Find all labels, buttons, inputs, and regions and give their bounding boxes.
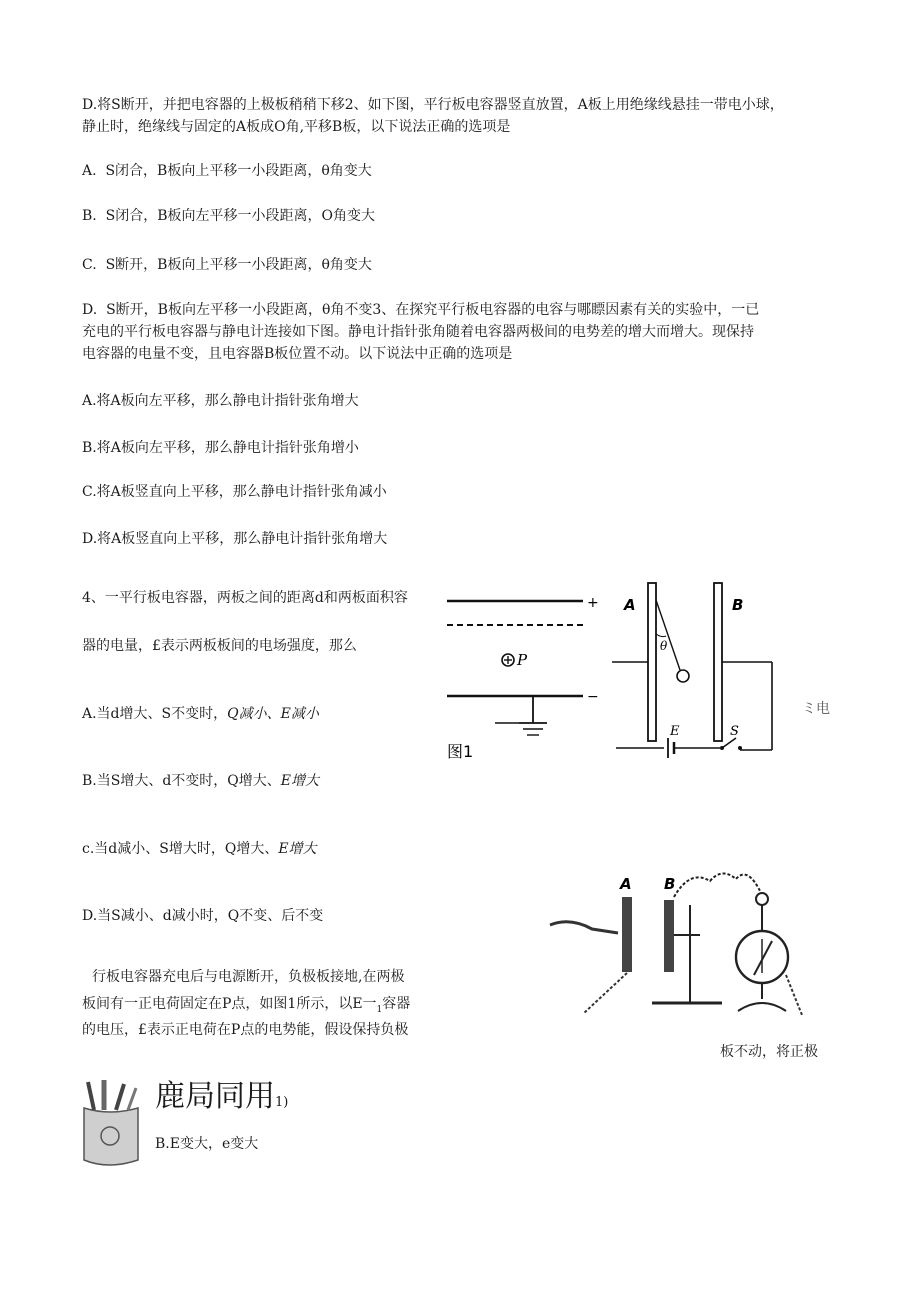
- plate-a-label: A: [624, 596, 636, 614]
- q4-option-c-pre: c.当d减小、S增大时，Q增大、: [82, 841, 279, 857]
- figure1-caption: 图1: [447, 742, 474, 760]
- plate-a-ground-wire: [584, 973, 627, 1013]
- q3-option-c: C.将A板竖直向上平移，那么静电计指针张角减小: [82, 484, 387, 500]
- electrometer-plate-a-label: A: [620, 875, 632, 893]
- q5-line2: [82, 993, 410, 1021]
- q2-option-d-line3: 电容器的电量不变，且电容器B板位置不动。以下说法中正确的选项是: [82, 346, 513, 362]
- q5-side-char: ミ电: [802, 701, 830, 717]
- figure2-pendulum-diagram: [612, 578, 804, 768]
- switch-label: S: [730, 724, 739, 739]
- footer-option-b: B.E变大，e变大: [155, 1136, 259, 1152]
- q4-option-a-post: Q减小、E减小: [227, 706, 319, 722]
- coiled-wire: [674, 873, 762, 897]
- plate-b-body: [664, 900, 674, 972]
- q3-option-b: B.将A板向左平移，那么静电计指针张角增小: [82, 440, 359, 456]
- q4-option-d: D.当S减小、d减小时，Q不变、后不变: [82, 908, 324, 924]
- pendulum-thread: [656, 600, 680, 670]
- electrometer-knob: [756, 893, 768, 905]
- electrometer-base: [738, 1003, 786, 1011]
- minus-label: −: [587, 689, 599, 705]
- plate-a: [648, 583, 656, 741]
- q2-stem-line2: 静止时，绝缘线与固定的A板成O角,平移B板，以下说法正确的选项是: [82, 119, 511, 135]
- q3-option-d: D.将A板竖直向上平移，那么静电计指针张角增大: [82, 531, 388, 547]
- theta-label: θ: [660, 639, 668, 653]
- battery-label: E: [670, 724, 680, 739]
- q4-option-a: [82, 703, 319, 725]
- cup-body: [84, 1108, 138, 1165]
- switch-blade: [722, 738, 736, 748]
- q5-right-note: 板不动，将正极: [720, 1044, 818, 1060]
- logo-text: 鹿局同用: [155, 1079, 275, 1114]
- q4-stem-line2: 器的电量，£表示两板板间的电场强度，那么: [82, 638, 357, 654]
- q4-option-c-post: E增大: [278, 841, 317, 857]
- electrometer-plate-b-label: B: [664, 875, 676, 893]
- hand-icon: [550, 922, 618, 933]
- q4-option-a-pre: A.当d增大、S不变时，: [82, 706, 228, 722]
- q4-option-c: [82, 838, 317, 860]
- pen-holder-logo-icon: [78, 1078, 148, 1170]
- q2-option-a: A. S闭合，B板向上平移一小段距离，θ角变大: [82, 163, 372, 179]
- pencil-3: [116, 1084, 124, 1110]
- figure1-capacitor-diagram: [445, 585, 625, 760]
- q2-option-d-line2: 充电的平行板电容器与静电计连接如下图。静电计指针张角随着电容器两极间的电势差的增大而增大。现保持: [82, 324, 754, 340]
- plus-label: +: [587, 595, 599, 611]
- q5-line2-text: 板间有一正电荷固定在P点，如图1所示，以E一: [82, 996, 377, 1012]
- q5-line1: 行板电容器充电后与电源断开，负极板接地,在两极: [92, 969, 405, 985]
- q4-option-b-pre: B.当S增大、d不变时，Q增大、: [82, 773, 281, 789]
- plate-b-label: B: [732, 596, 744, 614]
- q5-line2-sub: 1: [376, 1004, 383, 1015]
- q5-line2-end: 容器: [382, 996, 411, 1012]
- theta-arc: [656, 634, 666, 637]
- electrometer-ground-wire: [786, 975, 802, 1015]
- q3-option-a: A.将A板向左平移，那么静电计指针张角增大: [82, 393, 359, 409]
- charged-ball: [677, 670, 689, 682]
- q2-option-c: C. S断开，B板向上平移一小段距离，θ角变大: [82, 257, 372, 273]
- q2-option-d-line1: D. S断开，B板向左平移一小段距离，θ角不变3、在探究平行板电容器的电容与哪瞟因素有关的实验中，一已: [82, 302, 760, 318]
- pencil-4: [128, 1088, 136, 1110]
- q4-option-b-post: E增大: [280, 773, 320, 789]
- point-p-label: P: [517, 651, 528, 669]
- figure3-electrometer-diagram: [540, 855, 810, 1025]
- plate-a-body: [622, 897, 632, 972]
- logo-title: [155, 1079, 288, 1121]
- q2-stem-line1: D.将S断开，并把电容器的上极板稍稍下移2、如下图，平行板电容器竖直放置，A板上用绝缘线悬挂一带电小球，: [82, 97, 784, 113]
- q2-option-b: B. S闭合，B板向左平移一小段距离，O角变大: [82, 208, 375, 224]
- pencil-1: [88, 1082, 94, 1110]
- plate-b: [714, 583, 722, 741]
- q4-stem-line1: 4、一平行板电容器，两板之间的距离d和两板面积容: [82, 590, 408, 606]
- q4-option-b: [82, 770, 319, 792]
- logo-suffix: 1): [275, 1095, 289, 1110]
- q5-line3: 的电压，£表示正电荷在P点的电势能，假设保持负极: [82, 1022, 409, 1038]
